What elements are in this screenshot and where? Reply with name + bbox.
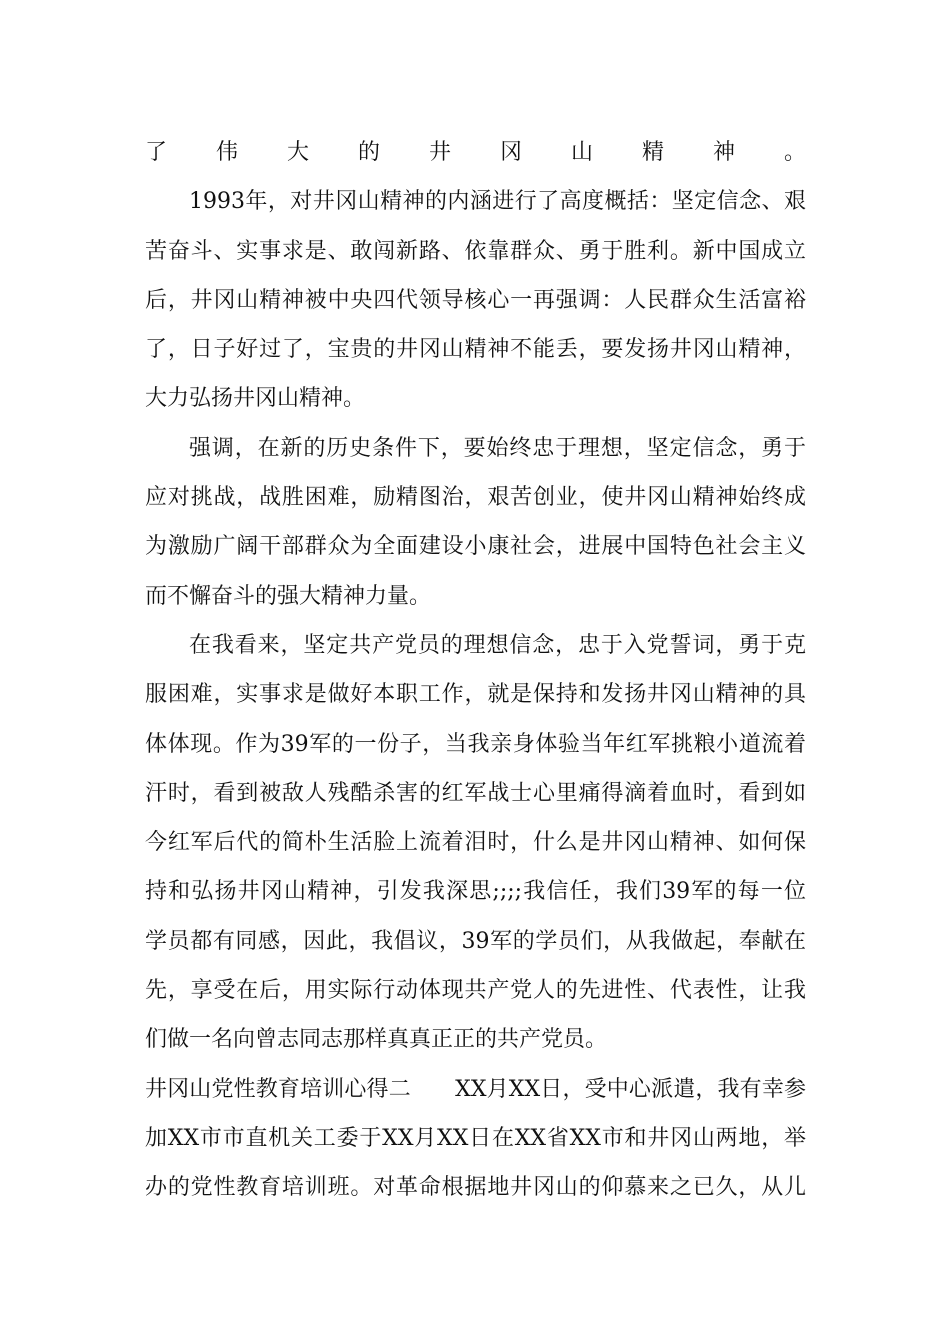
text-line: 后，井冈山精神被中央四代领导核心一再强调：人民群众生活富裕 [145,287,806,313]
text-line: 服困难，实事求是做好本职工作，就是保持和发扬井冈山精神的具 [145,682,806,708]
section-heading-line: 井冈山党性教育培训心得二 XX月XX日，受中心派遣，我有幸参 [145,1076,806,1102]
text-line: 强调，在新的历史条件下，要始终忠于理想，坚定信念，勇于 [189,435,806,461]
text-line: 而不懈奋斗的强大精神力量。 [145,583,432,609]
text-line: 为激励广阔干部群众为全面建设小康社会，进展中国特色社会主义 [145,534,806,560]
text-line: 们做一名向曾志同志那样真真正正的共产党员。 [145,1027,608,1053]
text-line: 大力弘扬井冈山精神。 [145,386,366,412]
text-line: 1993年，对井冈山精神的内涵进行了高度概括：坚定信念、艰 [189,189,806,215]
text-line: 应对挑战，战胜困难，励精图治，艰苦创业，使井冈山精神始终成 [145,485,806,511]
text-line: 汗时，看到被敌人残酷杀害的红军战士心里痛得滴着血时，看到如 [145,780,806,806]
text-line: 加XX市市直机关工委于XX月XX日在XX省XX市和井冈山两地，举 [145,1125,806,1151]
text-line: 持和弘扬井冈山精神，引发我深思;;;;我信任，我们39军的每一位 [145,879,806,905]
text-line: 办的党性教育培训班。对革命根据地井冈山的仰慕来之已久，从儿 [145,1175,806,1201]
text-line: 先，享受在后，用实际行动体现共产党人的先进性、代表性，让我 [145,978,806,1004]
text-line: 体体现。作为39军的一份子，当我亲身体验当年红军挑粮小道流着 [145,731,806,757]
text-line: 今红军后代的简朴生活脸上流着泪时，什么是井冈山精神、如何保 [145,830,806,856]
text-line: 了伟大的井冈山精神。 [145,140,806,165]
text-line: 了，日子好过了，宝贵的井冈山精神不能丢，要发扬井冈山精神， [145,337,806,363]
text-line: 在我看来，坚定共产党员的理想信念，忠于入党誓词，勇于克 [189,632,806,658]
text-line: 学员都有同感，因此，我倡议，39军的学员们，从我做起，奉献在 [145,928,806,954]
text-line: 苦奋斗、实事求是、敢闯新路、依靠群众、勇于胜利。新中国成立 [145,238,806,264]
document-page [145,128,806,1213]
